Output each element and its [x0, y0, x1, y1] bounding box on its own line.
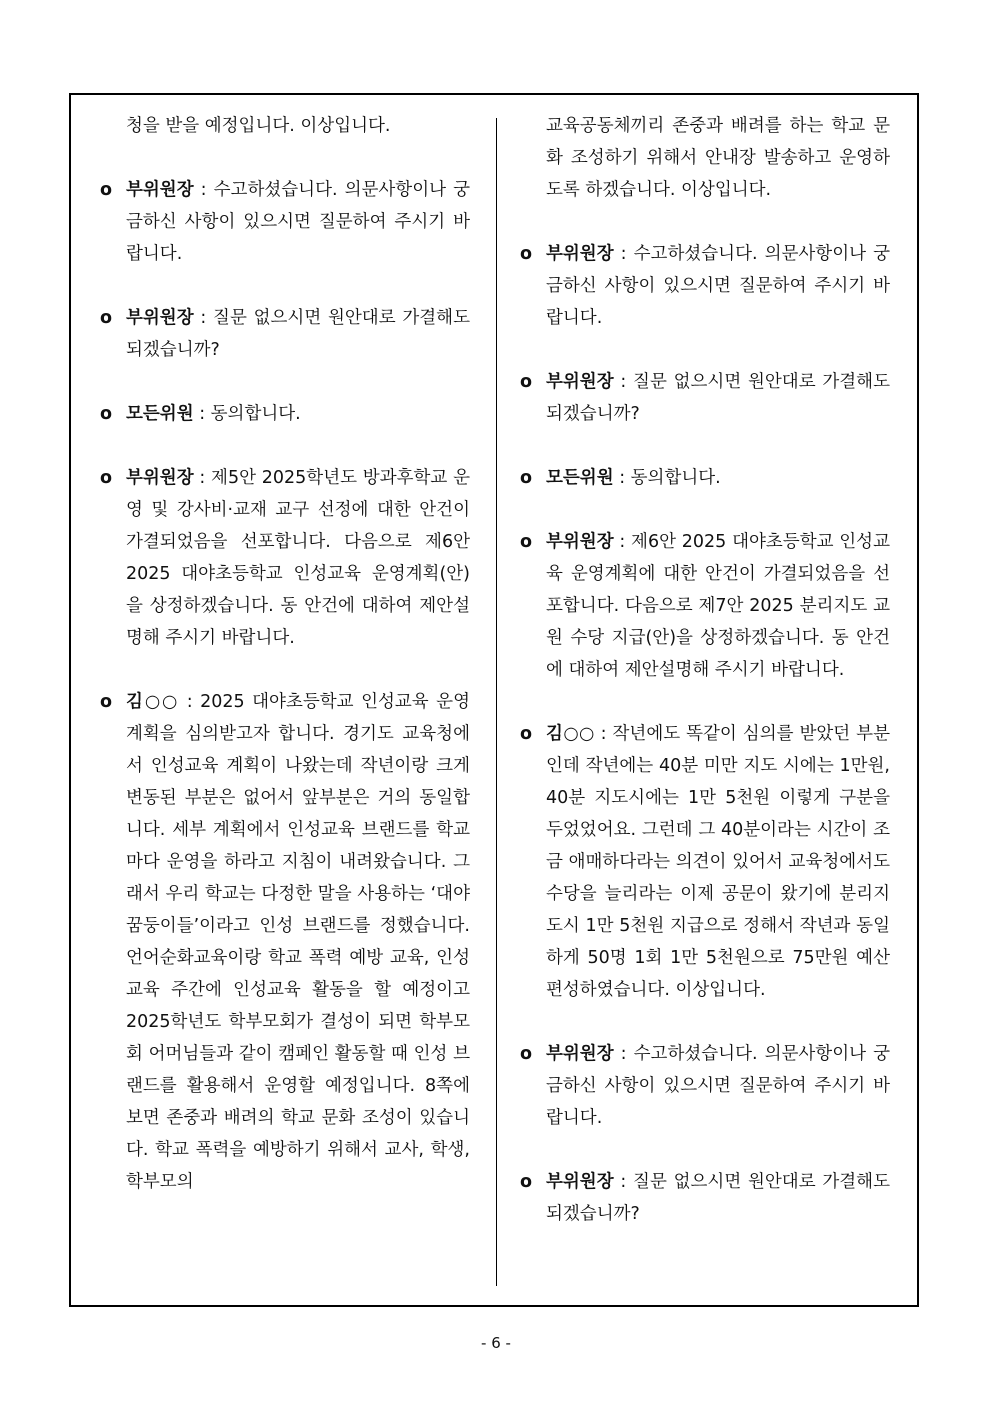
- statement-text: : 작년에도 똑같이 심의를 받았던 부분인데 작년에는 40분 미만 지도 시에는 1만원, 40분 지도시에는 1만 5천원 이렇게 구분을 두었었어요. 그런데 그 40분이라는 시간이 조금 애매하다라는 의견이 있어서 교육청에서도 수당을 늘리라는 이제 공문이 왔기에 분리지도시 1만 5천원 지급으로 정해서 작년과 동일하게 50명 1회 1만 5천원으로 75만원 예산 편성하였습니다. 이상입니다.: [546, 724, 890, 1000]
- bullet-marker: o: [100, 308, 113, 328]
- statement-text: : 동의합니다.: [613, 468, 721, 488]
- right-column: [518, 110, 890, 1262]
- speaker-name: 부위원장: [546, 1172, 614, 1192]
- minutes-entry: [518, 526, 890, 686]
- minutes-entry: [518, 718, 890, 1006]
- minutes-entry: [518, 1166, 890, 1230]
- bullet-marker: o: [520, 532, 533, 552]
- statement-text: : 동의합니다.: [193, 404, 301, 424]
- statement-text: : 질문 없으시면 원안대로 가결해도 되겠습니까?: [546, 1172, 890, 1224]
- statement-text: : 2025 대야초등학교 인성교육 운영 계획을 심의받고자 합니다. 경기도 교육청에서 인성교육 계획이 나왔는데 작년이랑 크게 변동된 부분은 없어서 앞부분은 거의 동일합니다. 세부 계획에서 인성교육 브랜드를 학교마다 운영을 하라고 지침이 내려왔습니다. 그래서 우리 학교는 다정한 말을 사용하는 ‘대야 꿈둥이들’이라고 인성 브랜드를 정했습니다. 언어순화교육이랑 학교 폭력 예방 교육, 인성교육 주간에 인성교육 활동을 할 예정이고 2025학년도 학부모회가 결성이 되면 학부모회 어머님들과 같이 캠페인 활동할 때 인성 브랜드를 활용해서 운영할 예정입니다. 8쪽에 보면 존중과 배려의 학교 문화 조성이 있습니다. 학교 폭력을 예방하기 위해서 교사, 학생, 학부모의: [126, 692, 470, 1192]
- minutes-entry: [98, 302, 470, 366]
- bullet-marker: o: [520, 724, 533, 744]
- minutes-entry: [98, 686, 470, 1198]
- minutes-continuation: [98, 110, 470, 142]
- bullet-marker: o: [100, 180, 113, 200]
- minutes-entry: [98, 174, 470, 270]
- speaker-name: 모든위원: [126, 404, 194, 424]
- bullet-marker: o: [520, 244, 533, 264]
- statement-text: 청을 받을 예정입니다. 이상입니다.: [126, 116, 391, 136]
- column-divider: [496, 118, 497, 1286]
- left-column: [98, 110, 470, 1230]
- statement-text: : 제6안 2025 대야초등학교 인성교육 운영계획에 대한 안건이 가결되었음을 선포합니다. 다음으로 제7안 2025 분리지도 교원 수당 지급(안)을 상정하겠습니다. 동 안건에 대하여 제안설명해 주시기 바랍니다.: [546, 532, 890, 680]
- statement-text: : 질문 없으시면 원안대로 가결해도 되겠습니까?: [126, 308, 470, 360]
- minutes-entry: [518, 366, 890, 430]
- speaker-name: 부위원장: [126, 468, 194, 488]
- minutes-entry: [98, 462, 470, 654]
- speaker-name: 김○○: [546, 724, 595, 744]
- page-number: - 6 -: [481, 1334, 511, 1352]
- statement-text: : 질문 없으시면 원안대로 가결해도 되겠습니까?: [546, 372, 890, 424]
- statement-text: 교육공동체끼리 존중과 배려를 하는 학교 문화 조성하기 위해서 안내장 발송하고 운영하도록 하겠습니다. 이상입니다.: [546, 116, 890, 200]
- speaker-name: 부위원장: [126, 308, 194, 328]
- bullet-marker: o: [520, 1172, 533, 1192]
- bullet-marker: o: [100, 404, 113, 424]
- statement-text: : 수고하셨습니다. 의문사항이나 궁금하신 사항이 있으시면 질문하여 주시기 바랍니다.: [546, 244, 890, 328]
- speaker-name: 부위원장: [546, 372, 614, 392]
- speaker-name: 부위원장: [546, 244, 614, 264]
- bullet-marker: o: [100, 468, 113, 488]
- speaker-name: 부위원장: [546, 1044, 614, 1064]
- minutes-entry: [518, 1038, 890, 1134]
- minutes-entry: [518, 462, 890, 494]
- minutes-continuation: [518, 110, 890, 206]
- bullet-marker: o: [520, 372, 533, 392]
- statement-text: : 제5안 2025학년도 방과후학교 운영 및 강사비·교재 교구 선정에 대한 안건이 가결되었음을 선포합니다. 다음으로 제6안 2025 대야초등학교 인성교육 운영계획(안)을 상정하겠습니다. 동 안건에 대하여 제안설명해 주시기 바랍니다.: [126, 468, 470, 648]
- bullet-marker: o: [520, 468, 533, 488]
- speaker-name: 모든위원: [546, 468, 614, 488]
- statement-text: : 수고하셨습니다. 의문사항이나 궁금하신 사항이 있으시면 질문하여 주시기 바랍니다.: [546, 1044, 890, 1128]
- bullet-marker: o: [100, 692, 113, 712]
- minutes-entry: [518, 238, 890, 334]
- speaker-name: 부위원장: [126, 180, 194, 200]
- minutes-entry: [98, 398, 470, 430]
- speaker-name: 김○○: [126, 692, 180, 712]
- statement-text: : 수고하셨습니다. 의문사항이나 궁금하신 사항이 있으시면 질문하여 주시기 바랍니다.: [126, 180, 470, 264]
- speaker-name: 부위원장: [546, 532, 614, 552]
- bullet-marker: o: [520, 1044, 533, 1064]
